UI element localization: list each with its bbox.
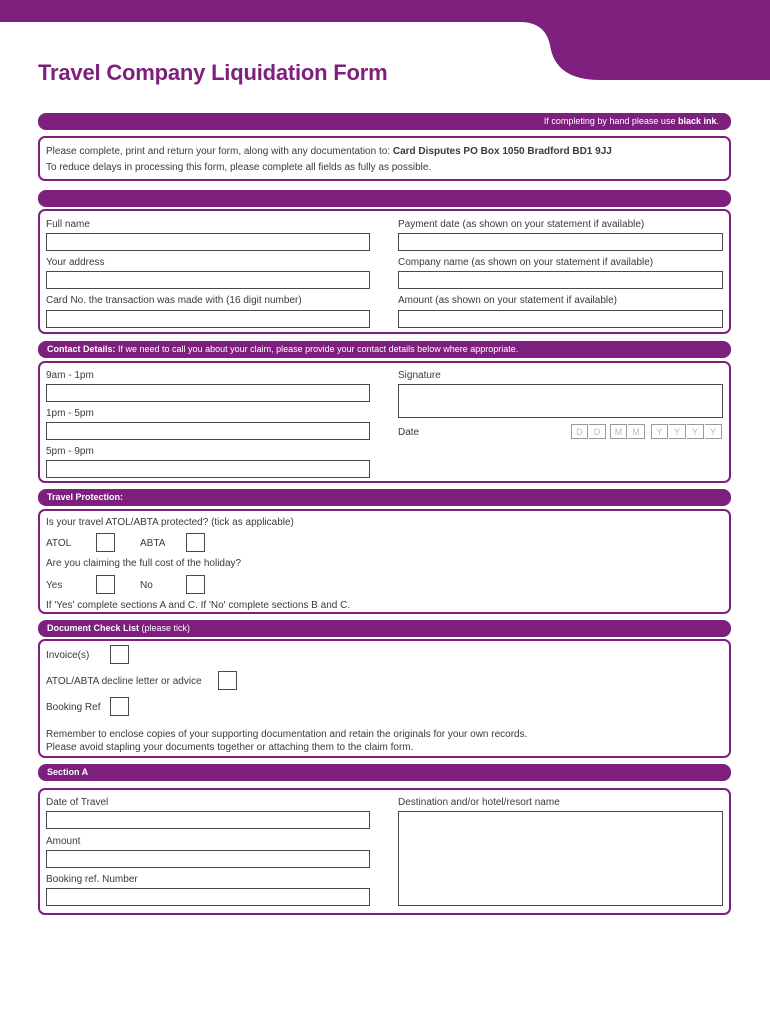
section-a-amount-field[interactable] [46, 850, 370, 868]
phone-1pm-field[interactable] [46, 422, 370, 440]
invoice-label: Invoice(s) [46, 650, 90, 661]
date-year-1[interactable]: Y [651, 424, 668, 439]
contact-header-bar: Contact Details: If we need to call you about your claim, please provide your contact details below where appropriate. [38, 341, 731, 358]
phone-9am-field[interactable] [46, 384, 370, 402]
contact-details-panel [38, 361, 731, 483]
decline-letter-label: ATOL/ABTA decline letter or advice [46, 676, 202, 687]
signature-label: Signature [398, 370, 441, 381]
booking-ref-number-field[interactable] [46, 888, 370, 906]
document-checklist-header-bar: Document Check List (please tick) [38, 620, 731, 637]
destination-label: Destination and/or hotel/resort name [398, 797, 560, 808]
documents-note-2: Please avoid stapling your documents together or attaching them to the claim form. [46, 742, 414, 753]
date-year-4[interactable]: Y [705, 424, 722, 439]
address-label: Your address [46, 257, 105, 268]
abta-label: ABTA [140, 538, 166, 549]
slot-5pm-label: 5pm - 9pm [46, 446, 94, 457]
no-checkbox[interactable] [186, 575, 205, 594]
intro-panel [38, 136, 731, 181]
atol-question: Is your travel ATOL/ABTA protected? (tick as applicable) [46, 517, 294, 528]
decline-letter-checkbox[interactable] [218, 671, 237, 690]
yes-label: Yes [46, 580, 63, 591]
date-day-2[interactable]: D [589, 424, 606, 439]
slot-1pm-label: 1pm - 5pm [46, 408, 94, 419]
company-name-label: Company name (as shown on your statement if available) [398, 257, 654, 268]
cahoot-logo: cahoot [111, 22, 220, 56]
amount-label: Amount (as shown on your statement if available) [398, 295, 617, 306]
destination-field[interactable] [398, 811, 723, 906]
travel-protection-panel [38, 509, 731, 614]
amount-field[interactable] [398, 310, 723, 328]
full-name-field[interactable] [46, 233, 370, 251]
full-cost-question: Are you claiming the full cost of the holiday? [46, 558, 242, 569]
date-month-1[interactable]: M [610, 424, 627, 439]
date-of-travel-label: Date of Travel [46, 797, 109, 808]
atol-label: ATOL [46, 538, 72, 549]
slot-9am-label: 9am - 1pm [46, 370, 94, 381]
date-month-2[interactable]: M [628, 424, 645, 439]
details-header-bar [38, 190, 731, 207]
card-number-field[interactable] [46, 310, 370, 328]
date-year-3[interactable]: Y [687, 424, 704, 439]
yes-checkbox[interactable] [96, 575, 115, 594]
page-title: Travel Company Liquidation Form [38, 60, 388, 85]
date-label: Date [398, 427, 420, 438]
document-checklist-panel [38, 639, 731, 758]
section-a-amount-label: Amount [46, 836, 81, 847]
card-number-label: Card No. the transaction was made with (16 digit number) [46, 295, 302, 306]
booking-ref-number-label: Booking ref. Number [46, 874, 138, 885]
booking-ref-checkbox[interactable] [110, 697, 129, 716]
documents-note-1: Remember to enclose copies of your supporting documentation and retain the originals for your own records. [46, 729, 528, 740]
date-field[interactable] [571, 424, 723, 439]
ink-note: If completing by hand please use black ink. [543, 116, 719, 126]
signature-field[interactable] [398, 384, 723, 418]
intro-line-1: Please complete, print and return your form, along with any documentation to: Card Disputes PO Box 1050 Bradford BD1 9JJ [46, 146, 612, 157]
company-name-field[interactable] [398, 271, 723, 289]
personal-details-panel [38, 209, 731, 334]
ink-note-bar [38, 113, 731, 130]
date-of-travel-field[interactable] [46, 811, 370, 829]
section-a-panel [38, 788, 731, 915]
no-label: No [140, 580, 153, 591]
invoice-checkbox[interactable] [110, 645, 129, 664]
intro-line-2: To reduce delays in processing this form, please complete all fields as fully as possible. [46, 162, 432, 173]
address-field[interactable] [46, 271, 370, 289]
payment-date-label: Payment date (as shown on your statement if available) [398, 219, 645, 230]
atol-checkbox[interactable] [96, 533, 115, 552]
section-a-header-bar: Section A [38, 764, 731, 781]
phone-5pm-field[interactable] [46, 460, 370, 478]
date-day-1[interactable]: D [571, 424, 588, 439]
logo-tab [520, 0, 770, 80]
booking-ref-label: Booking Ref [46, 702, 101, 713]
date-year-2[interactable]: Y [669, 424, 686, 439]
travel-protection-header-bar: Travel Protection: [38, 489, 731, 506]
return-address: Card Disputes PO Box 1050 Bradford BD1 9JJ [392, 146, 612, 157]
payment-date-field[interactable] [398, 233, 723, 251]
full-name-label: Full name [46, 219, 90, 230]
sections-note: If 'Yes' complete sections A and C. If 'No' complete sections B and C. [46, 600, 351, 611]
abta-checkbox[interactable] [186, 533, 205, 552]
